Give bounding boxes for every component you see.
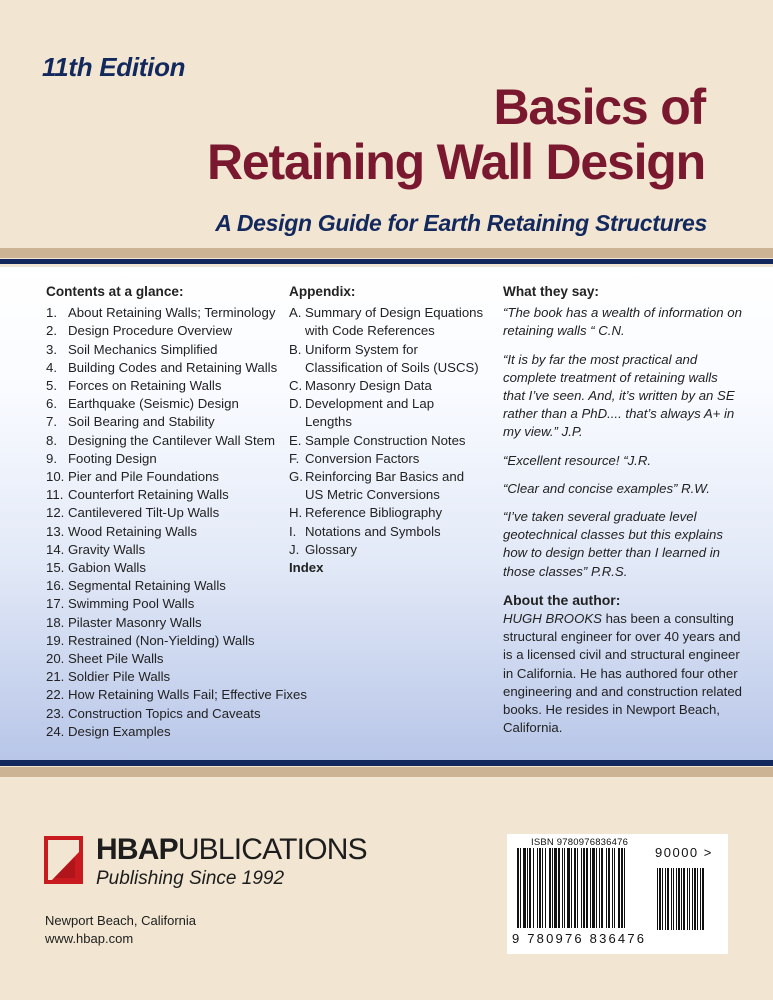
contents-item-text: About Retaining Walls; Terminology xyxy=(68,305,276,321)
contents-item-text: Sheet Pile Walls xyxy=(68,651,164,667)
contents-item-number: 7. xyxy=(46,414,57,430)
review-quote: “Clear and concise examples” R.W. xyxy=(503,480,710,496)
barcode-addon-digits: 90000 > xyxy=(655,845,713,860)
contents-item-number: 14. xyxy=(46,541,65,557)
contents-item xyxy=(46,504,286,522)
contents-item-number: 17. xyxy=(46,596,65,612)
contents-item-number: 12. xyxy=(46,505,65,521)
bottom-tan-band xyxy=(0,767,773,777)
appendix-item-letter: J. xyxy=(289,541,300,557)
contents-item-text: Swimming Pool Walls xyxy=(68,596,195,612)
appendix-item-letter: I. xyxy=(289,523,297,539)
contents-item-text: Design Examples xyxy=(68,723,171,739)
appendix-item-letter: C. xyxy=(289,378,303,394)
appendix-item-text: Sample Construction Notes xyxy=(305,432,466,448)
barcode-digits: 9 780976 836476 xyxy=(512,931,647,946)
contents-item xyxy=(46,650,286,668)
appendix-item-text: Conversion Factors xyxy=(305,450,420,466)
appendix-item-letter: H. xyxy=(289,505,303,521)
isbn-label: ISBN 9780976836476 xyxy=(531,837,629,848)
contents-item-text: Pilaster Masonry Walls xyxy=(68,614,202,630)
contents-item xyxy=(46,322,286,340)
contents-item xyxy=(46,432,286,450)
contents-item-number: 16. xyxy=(46,578,65,594)
contents-item-text: Cantilevered Tilt-Up Walls xyxy=(68,505,220,521)
review-quote: “Excellent resource! “J.R. xyxy=(503,452,652,468)
appendix-item-letter: A. xyxy=(289,305,302,321)
contents-heading: Contents at a glance: xyxy=(46,284,184,299)
appendix-item xyxy=(289,304,484,340)
contents-item-text: How Retaining Walls Fail; Effective Fixes xyxy=(68,687,307,703)
appendix-item xyxy=(289,341,484,377)
contents-item-text: Footing Design xyxy=(68,450,157,466)
contents-item-text: Design Procedure Overview xyxy=(68,323,233,339)
contents-item-number: 22. xyxy=(46,687,65,703)
appendix-item-letter: F. xyxy=(289,450,300,466)
contents-item-text: Soldier Pile Walls xyxy=(68,669,171,685)
appendix-item xyxy=(289,395,484,431)
contents-item xyxy=(46,686,307,704)
publisher-city: Newport Beach, California xyxy=(45,913,197,928)
contents-item xyxy=(46,377,286,395)
contents-item xyxy=(46,705,286,723)
contents-item xyxy=(46,468,286,486)
appendix-item-text: Glossary xyxy=(305,541,358,557)
review-quote: “I’ve taken several graduate level geotechnical classes but this explains how to design better than I learned in those classes” P.R.S. xyxy=(503,509,723,579)
contents-item-number: 21. xyxy=(46,669,65,685)
contents-item-text: Earthquake (Seismic) Design xyxy=(68,396,239,412)
contents-item xyxy=(46,341,286,359)
contents-item-text: Soil Mechanics Simplified xyxy=(68,341,218,357)
bottom-navy-rule xyxy=(0,760,773,766)
review-quote: “It is by far the most practical and complete treatment of retaining walls that I’ve seen. And, it’s written by an SE rather than a PhD.... that’s always A+ in my view.” J.P. xyxy=(503,351,735,440)
appendix-item-text: Notations and Symbols xyxy=(305,523,441,539)
contents-item-number: 20. xyxy=(46,651,65,667)
appendix-item xyxy=(289,377,484,395)
contents-item-number: 8. xyxy=(46,432,57,448)
review-quote: “The book has a wealth of information on retaining walls “ C.N. xyxy=(503,305,742,339)
appendix-item xyxy=(289,541,484,559)
publisher-name-rest: UBLICATIONS xyxy=(177,833,367,866)
contents-item-text: Designing the Cantilever Wall Stem xyxy=(68,432,275,448)
contents-item-text: Restrained (Non-Yielding) Walls xyxy=(68,632,255,648)
publisher-website: www.hbap.com xyxy=(45,931,134,946)
author-name: HUGH BROOKS xyxy=(503,611,602,627)
contents-item-number: 6. xyxy=(46,396,57,412)
appendix-item xyxy=(289,523,484,541)
appendix-item xyxy=(289,450,484,468)
contents-item-number: 5. xyxy=(46,378,57,394)
appendix-item-text: Development and Lap Lengths xyxy=(305,396,435,430)
contents-item-number: 13. xyxy=(46,523,65,539)
contents-item-number: 1. xyxy=(46,305,57,321)
top-tan-band xyxy=(0,248,773,258)
contents-item-text: Counterfort Retaining Walls xyxy=(68,487,229,503)
appendix-item-text: Uniform System for Classification of Soils (USCS) xyxy=(305,341,479,375)
contents-item xyxy=(46,359,286,377)
appendix-item-letter: G. xyxy=(289,469,303,485)
publisher-name-bold: HBAP xyxy=(96,833,178,866)
author-bio xyxy=(503,610,743,737)
top-navy-rule xyxy=(0,259,773,264)
contents-item-text: Soil Bearing and Stability xyxy=(68,414,215,430)
appendix-heading: Appendix: xyxy=(289,284,356,299)
contents-item-number: 2. xyxy=(46,323,57,339)
publisher-tagline: Publishing Since 1992 xyxy=(96,868,285,889)
contents-item-number: 18. xyxy=(46,614,65,630)
appendix-item-letter: D. xyxy=(289,396,303,412)
contents-item-text: Gravity Walls xyxy=(68,541,146,557)
appendix-item-letter: B. xyxy=(289,341,302,357)
barcode-icon xyxy=(517,848,722,932)
quote-list xyxy=(503,304,743,581)
contents-item-text: Building Codes and Retaining Walls xyxy=(68,359,278,375)
title-line-1: Basics of xyxy=(493,79,705,135)
contents-item xyxy=(46,668,286,686)
contents-item-number: 24. xyxy=(46,723,65,739)
appendix-column xyxy=(289,283,484,577)
contents-item-text: Construction Topics and Caveats xyxy=(68,705,261,721)
contents-item-number: 11. xyxy=(46,487,64,503)
contents-item-text: Segmental Retaining Walls xyxy=(68,578,226,594)
appendix-item-text: Reinforcing Bar Basics and US Metric Conversions xyxy=(305,469,465,503)
appendix-item xyxy=(289,432,484,450)
contents-item-number: 15. xyxy=(46,560,65,576)
contents-item xyxy=(46,723,286,741)
publisher-logo-icon xyxy=(44,836,83,884)
contents-item-number: 23. xyxy=(46,705,65,721)
appendix-item-text: Masonry Design Data xyxy=(305,378,432,394)
contents-item xyxy=(46,450,286,468)
contents-item xyxy=(46,395,286,413)
contents-item xyxy=(46,541,286,559)
reviews-heading: What they say: xyxy=(503,284,599,299)
appendix-item-text: Reference Bibliography xyxy=(305,505,443,521)
publisher-address xyxy=(45,912,196,948)
author-bio-text: has been a consulting structural engineer for over 40 years and is a licensed civil and structural engineer in California. He has authored four other engineering and and construction related books. He resides in Newport Beach, California. xyxy=(503,611,743,736)
contents-item-text: Pier and Pile Foundations xyxy=(68,469,220,485)
contents-item xyxy=(46,614,286,632)
contents-item-text: Wood Retaining Walls xyxy=(68,523,198,539)
contents-item xyxy=(46,413,286,431)
contents-item-number: 9. xyxy=(46,450,57,466)
appendix-item-text: Summary of Design Equations with Code References xyxy=(305,305,484,339)
contents-item xyxy=(46,304,286,322)
contents-item xyxy=(46,632,286,650)
contents-item-text: Gabion Walls xyxy=(68,560,146,576)
about-author-heading: About the author: xyxy=(503,591,621,608)
logo-fold-icon xyxy=(44,836,83,884)
book-title xyxy=(207,80,705,190)
contents-item-text: Forces on Retaining Walls xyxy=(68,378,222,394)
appendix-item xyxy=(289,468,484,504)
appendix-list xyxy=(289,304,484,559)
book-subtitle: A Design Guide for Earth Retaining Structures xyxy=(215,210,707,236)
contents-item xyxy=(46,595,286,613)
appendix-item xyxy=(289,504,484,522)
barcode-box xyxy=(507,834,728,954)
contents-item xyxy=(46,486,286,504)
contents-item-number: 4. xyxy=(46,359,57,375)
title-line-2: Retaining Wall Design xyxy=(207,134,705,190)
contents-item-number: 19. xyxy=(46,632,65,648)
edition-label: 11th Edition xyxy=(42,52,186,82)
reviews-column xyxy=(503,283,743,737)
contents-item-number: 10. xyxy=(46,469,65,485)
contents-item xyxy=(46,577,286,595)
appendix-item-letter: E. xyxy=(289,432,302,448)
contents-item xyxy=(46,523,286,541)
contents-item xyxy=(46,559,286,577)
contents-item-number: 3. xyxy=(46,341,57,357)
publisher-name xyxy=(96,833,367,867)
index-label: Index xyxy=(289,560,324,576)
